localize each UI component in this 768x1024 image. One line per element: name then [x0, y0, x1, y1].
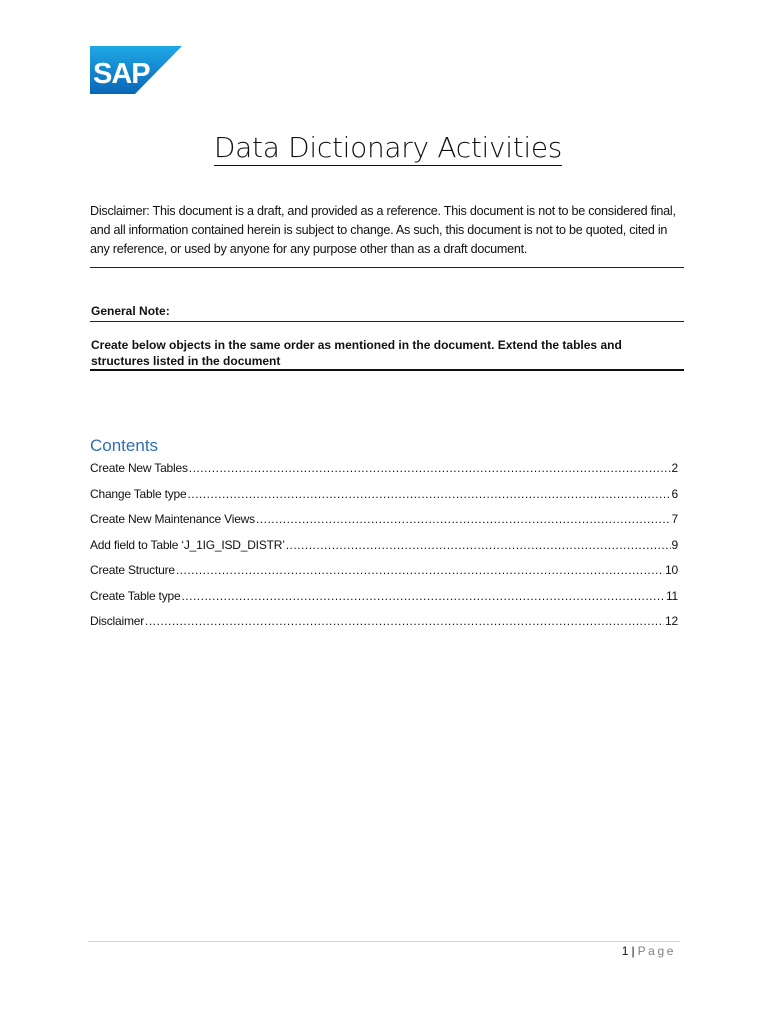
toc-leader-dots — [145, 614, 664, 628]
toc-entry-page[interactable]: 11 — [665, 588, 678, 603]
toc-entry-page[interactable]: 2 — [671, 461, 678, 475]
toc-entry-create-new-tables[interactable] — [90, 461, 678, 487]
toc-entry-page[interactable]: 6 — [671, 486, 678, 501]
toc-leader-dots — [256, 512, 671, 526]
toc-entry-title[interactable]: Change Table type — [90, 486, 187, 501]
footer-page-label: Page — [637, 944, 676, 958]
toc-entry-page[interactable]: 12 — [665, 614, 678, 628]
sap-logo — [90, 46, 182, 94]
general-note-heading: General Note: — [91, 304, 170, 318]
toc-entry-title[interactable]: Create Structure — [90, 563, 175, 577]
disclaimer-text: Disclaimer: This document is a draft, and provided as a reference. This document is not to be considered final, and all information contained herein is subject to change. As such, this document is not to be quoted, cited in any reference, or used by anyone for any purpose other than as a draft document. — [90, 204, 676, 256]
footer-divider — [88, 941, 680, 942]
page-footer — [622, 944, 676, 958]
general-note-divider — [90, 321, 684, 322]
toc-entry-disclaimer[interactable] — [90, 614, 678, 640]
toc-entry-page[interactable]: 9 — [671, 537, 678, 552]
toc-entry-add-field-to-table[interactable] — [90, 538, 678, 564]
toc-leader-dots — [176, 563, 664, 577]
toc-entry-change-table-type[interactable] — [90, 487, 678, 513]
toc-leader-dots — [286, 538, 671, 552]
general-note-bottom-divider — [90, 369, 684, 371]
document-title — [0, 131, 768, 164]
toc-entry-title[interactable]: Add field to Table ‘J_1IG_ISD_DISTR’ — [90, 537, 285, 552]
toc-entry-page[interactable]: 7 — [671, 512, 678, 526]
toc-entry-create-structure[interactable] — [90, 563, 678, 589]
general-note-body: Create below objects in the same order as mentioned in the document. Extend the tables and structures listed in the document — [91, 338, 622, 368]
toc-entry-title[interactable]: Create New Maintenance Views — [90, 512, 255, 526]
toc-entry-title[interactable]: Create New Tables — [90, 461, 188, 475]
toc-leader-dots — [189, 461, 671, 475]
toc-entry-title[interactable]: Create Table type — [90, 588, 181, 603]
contents-heading: Contents — [90, 436, 159, 455]
toc-leader-dots — [187, 487, 670, 501]
toc-entry-create-new-maintenance-views[interactable] — [90, 512, 678, 538]
toc-entry-create-table-type[interactable] — [90, 589, 678, 615]
svg-text:®: ® — [147, 87, 152, 93]
toc-entry-page[interactable]: 10 — [665, 563, 678, 577]
document-title-text: Data Dictionary Activities — [213, 131, 563, 164]
disclaimer-divider — [90, 267, 684, 268]
toc-leader-dots — [181, 589, 664, 603]
footer-separator: | — [631, 944, 635, 958]
sap-logo-text: SAP — [93, 58, 150, 90]
table-of-contents — [90, 461, 678, 640]
toc-entry-title[interactable]: Disclaimer — [90, 614, 145, 628]
footer-page-number: 1 — [621, 944, 629, 958]
sap-logo-icon — [90, 46, 182, 94]
